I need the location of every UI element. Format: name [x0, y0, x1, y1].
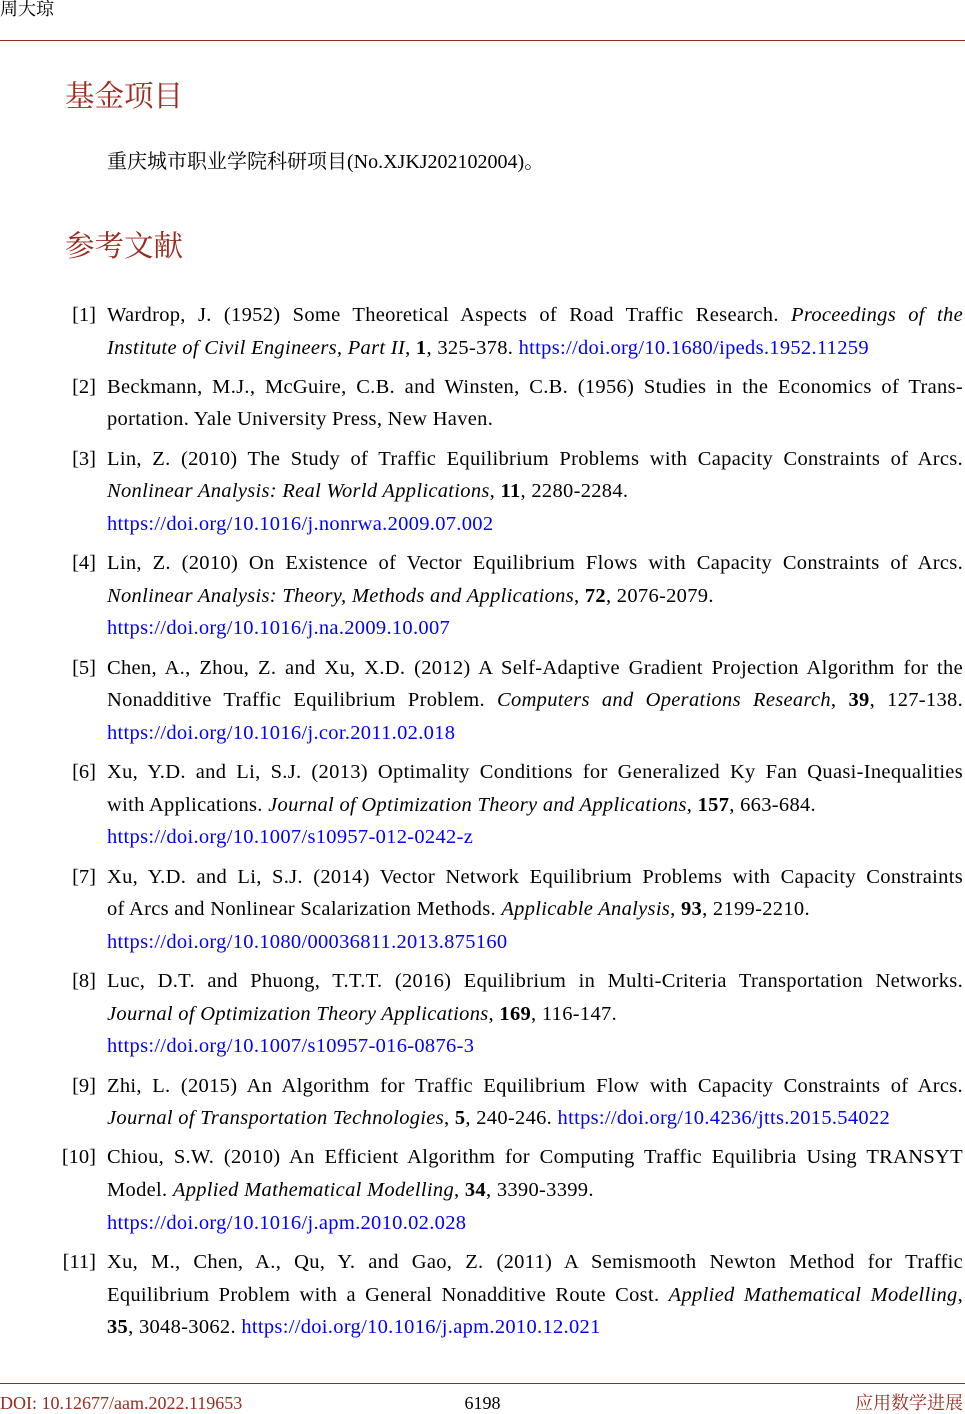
volume-number: 39: [848, 689, 870, 712]
doi-link[interactable]: https://doi.org/10.1016/j.apm.2010.12.021: [241, 1316, 601, 1339]
reference-line: [107, 821, 963, 854]
reference-text: ,: [443, 1107, 455, 1130]
reference-body: [107, 1246, 963, 1344]
reference-text: ,: [830, 689, 849, 712]
reference-line: [107, 926, 963, 959]
reference-body: [107, 1141, 963, 1239]
volume-number: 1: [415, 336, 427, 359]
reference-body: [107, 652, 963, 750]
reference-item: [0, 547, 963, 645]
reference-text: ,: [489, 480, 501, 503]
footer-page-number: 6198: [464, 1393, 501, 1413]
doi-link[interactable]: https://doi.org/10.1016/j.nonrwa.2009.07.002: [107, 512, 494, 535]
reference-text: Chiou, S.W. (2010) An Efficient Algorithm for Computing Traffic Equilibria Using TRANSYT: [107, 1146, 963, 1169]
section-heading-references: 参考文献: [65, 229, 184, 263]
page-footer: [0, 1393, 965, 1413]
volume-number: 11: [500, 480, 521, 503]
reference-text: ,: [686, 793, 698, 816]
volume-number: 5: [454, 1107, 466, 1130]
running-header: [0, 0, 965, 20]
reference-text: , 116-147.: [531, 1002, 617, 1025]
volume-number: 72: [584, 584, 606, 607]
reference-line: [107, 756, 963, 789]
reference-text: Xu, M., Chen, A., Qu, Y. and Gao, Z. (2011) A Semismooth Newton Method for Traffic: [107, 1250, 963, 1273]
reference-item: [0, 299, 963, 364]
journal-title: Computers and Operations Research: [497, 689, 831, 712]
reference-line: [107, 1207, 963, 1240]
reference-line: [107, 717, 963, 750]
reference-label: [5]: [72, 656, 96, 679]
reference-text: Xu, Y.D. and Li, S.J. (2014) Vector Network Equilibrium Problems with Capacity Constraints: [107, 865, 963, 888]
reference-body: [107, 861, 963, 959]
reference-item: [0, 652, 963, 750]
reference-line: [107, 1141, 963, 1174]
reference-text: of Arcs and Nonlinear Scalarization Methods.: [107, 898, 502, 921]
header-rule: [0, 40, 965, 41]
reference-line: [107, 1246, 963, 1279]
reference-line: [107, 789, 963, 822]
reference-line: [107, 547, 963, 580]
footer-rule: [0, 1383, 965, 1384]
reference-text: Zhi, L. (2015) An Algorithm for Traffic Equilibrium Flow with Capacity Constraints of Arcs.: [107, 1074, 963, 1097]
reference-body: [107, 371, 963, 436]
reference-line: [107, 299, 963, 332]
reference-item: [0, 443, 963, 541]
reference-text: Equilibrium Problem with a General Nonadditive Route Cost.: [107, 1283, 669, 1306]
journal-title: Nonlinear Analysis: Theory, Methods and Applications: [107, 584, 574, 607]
reference-line: [107, 403, 963, 436]
reference-line: [107, 508, 963, 541]
reference-line: [107, 1174, 963, 1207]
reference-line: [107, 475, 963, 508]
volume-number: 35: [107, 1316, 129, 1339]
reference-item: [0, 1070, 963, 1135]
doi-link[interactable]: https://doi.org/10.1016/j.na.2009.10.007: [107, 617, 451, 640]
reference-line: [107, 998, 963, 1031]
reference-label: [11]: [62, 1250, 96, 1273]
reference-item: [0, 861, 963, 959]
doi-link[interactable]: https://doi.org/10.1080/00036811.2013.875160: [107, 930, 508, 953]
reference-text: Luc, D.T. and Phuong, T.T.T. (2016) Equilibrium in Multi-Criteria Transportation Networks.: [107, 970, 963, 993]
volume-number: 157: [697, 793, 730, 816]
reference-text: , 663-684.: [729, 793, 816, 816]
reference-label: [1]: [72, 304, 96, 326]
reference-text: ,: [573, 584, 585, 607]
reference-item: [0, 965, 963, 1063]
doi-link[interactable]: https://doi.org/10.1016/j.cor.2011.02.018: [107, 721, 456, 744]
reference-line: [107, 684, 963, 717]
reference-text: Xu, Y.D. and Li, S.J. (2013) Optimality Conditions for Generalized Ky Fan Quasi-Inequalities: [107, 761, 963, 784]
journal-title: Applicable Analysis: [501, 898, 671, 921]
reference-text: Model.: [107, 1179, 173, 1202]
footer-doi: DOI: 10.12677/aam.2022.119653: [0, 1393, 243, 1413]
journal-title: Institute of Civil Engineers, Part II: [107, 336, 406, 359]
journal-title: Journal of Transportation Technologies: [107, 1107, 444, 1130]
footer-journal-name: 应用数学进展: [855, 1393, 963, 1413]
journal-title: Proceedings of the: [791, 304, 963, 326]
reference-text: ,: [405, 336, 416, 359]
reference-item: [0, 371, 963, 436]
reference-body: [107, 547, 963, 645]
reference-text: , 127-138.: [869, 689, 963, 712]
reference-text: Nonadditive Traffic Equilibrium Problem.: [107, 689, 498, 712]
header-author: 周大琼: [0, 0, 54, 19]
reference-text: , 3390-3399.: [485, 1179, 594, 1202]
doi-link[interactable]: https://doi.org/10.1007/s10957-012-0242-z: [107, 826, 474, 849]
reference-line: [107, 1102, 963, 1135]
reference-line: [107, 612, 963, 645]
reference-line: [107, 893, 963, 926]
reference-item: [0, 1246, 963, 1344]
reference-text: Chen, A., Zhou, Z. and Xu, X.D. (2012) A Self-Adaptive Gradient Projection Algorithm for the: [107, 656, 963, 679]
reference-label: [6]: [72, 761, 96, 784]
journal-title: Journal of Optimization Theory and Applications: [268, 793, 687, 816]
reference-line: [107, 371, 963, 404]
reference-label: [7]: [72, 865, 96, 888]
doi-link[interactable]: https://doi.org/10.1680/ipeds.1952.11259: [518, 336, 869, 359]
reference-body: [107, 965, 963, 1063]
reference-label: [9]: [72, 1074, 96, 1097]
reference-list: [0, 299, 963, 1350]
reference-text: ,: [670, 898, 681, 921]
reference-label: [8]: [72, 970, 96, 993]
journal-title: Journal of Optimization Theory Applications: [107, 1002, 489, 1025]
funding-text: 重庆城市职业学院科研项目(No.XJKJ202102004)。: [107, 151, 545, 173]
reference-text: , 2280-2284.: [520, 480, 629, 503]
reference-label: [2]: [72, 375, 96, 398]
reference-line: [107, 1279, 963, 1312]
reference-text: , 240-246.: [465, 1107, 558, 1130]
volume-number: 34: [464, 1179, 486, 1202]
journal-title: Nonlinear Analysis: Real World Applications: [107, 480, 490, 503]
reference-body: [107, 443, 963, 541]
reference-label: [3]: [72, 447, 96, 470]
reference-line: [107, 1311, 963, 1344]
volume-number: 169: [499, 1002, 532, 1025]
reference-line: [107, 1030, 963, 1063]
reference-text: , 3048-3062.: [128, 1316, 242, 1339]
reference-line: [107, 1070, 963, 1103]
reference-text: Lin, Z. (2010) The Study of Traffic Equilibrium Problems with Capacity Constraints of Arcs.: [107, 447, 963, 470]
reference-text: , 2199-2210.: [702, 898, 810, 921]
reference-text: with Applications.: [107, 793, 269, 816]
reference-text: ,: [488, 1002, 500, 1025]
journal-title: Applied Mathematical Modelling: [668, 1283, 958, 1306]
reference-line: [107, 652, 963, 685]
reference-text: Wardrop, J. (1952) Some Theoretical Aspects of Road Traffic Research.: [107, 304, 791, 326]
reference-line: [107, 332, 963, 365]
reference-text: Beckmann, M.J., McGuire, C.B. and Winsten, C.B. (1956) Studies in the Economics of Trans-: [107, 375, 963, 398]
doi-link[interactable]: https://doi.org/10.4236/jtts.2015.54022: [557, 1107, 891, 1130]
reference-text: , 325-378.: [426, 336, 519, 359]
reference-body: [107, 299, 963, 364]
reference-line: [107, 443, 963, 476]
reference-text: ,: [957, 1283, 963, 1306]
reference-text: , 2076-2079.: [605, 584, 714, 607]
journal-title: Applied Mathematical Modelling: [172, 1179, 455, 1202]
section-heading-funding: 基金项目: [65, 79, 184, 113]
reference-text: Lin, Z. (2010) On Existence of Vector Equilibrium Flows with Capacity Constraints of Arcs.: [107, 552, 963, 575]
reference-label: [4]: [72, 552, 96, 575]
reference-label: [10]: [61, 1146, 96, 1169]
reference-line: [107, 965, 963, 998]
reference-item: [0, 756, 963, 854]
doi-link[interactable]: https://doi.org/10.1007/s10957-016-0876-3: [107, 1035, 475, 1058]
reference-line: [107, 580, 963, 613]
reference-body: [107, 756, 963, 854]
reference-item: [0, 1141, 963, 1239]
doi-link[interactable]: https://doi.org/10.1016/j.apm.2010.02.028: [107, 1211, 467, 1234]
volume-number: 93: [680, 898, 703, 921]
reference-body: [107, 1070, 963, 1135]
reference-text: portation. Yale University Press, New Haven.: [107, 408, 494, 431]
reference-line: [107, 861, 963, 894]
reference-text: ,: [454, 1179, 465, 1202]
